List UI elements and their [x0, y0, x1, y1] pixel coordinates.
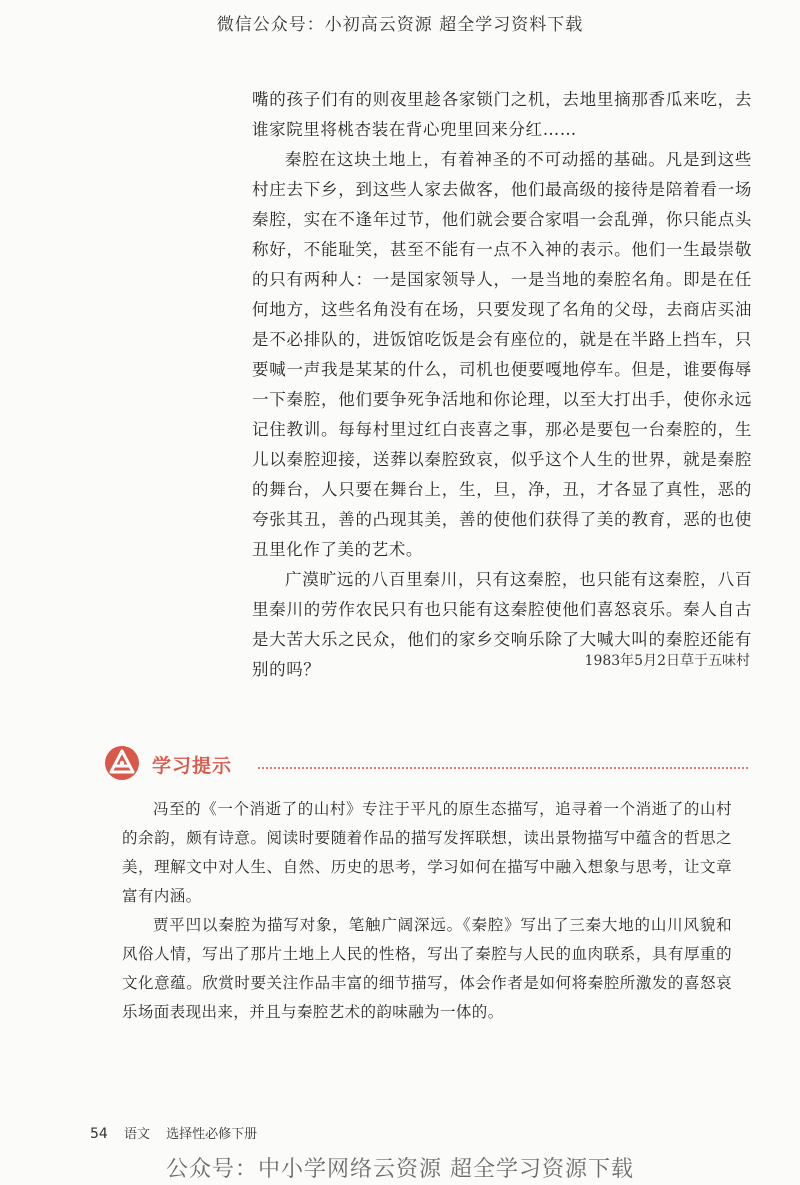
- dotted-divider: [258, 767, 748, 769]
- top-watermark: 微信公众号：小初高云资源 超全学习资料下载: [216, 15, 584, 35]
- study-tips-header: [104, 743, 754, 787]
- footer-subject: 语文: [123, 1127, 150, 1142]
- article-body: [252, 85, 752, 685]
- footer-book: 选择性必修下册: [166, 1127, 258, 1142]
- study-tips-paragraph: 贾平凹以秦腔为描写对象，笔触广阔深远。《秦腔》写出了三秦大地的山川风貌和风俗人情，写出了那片土地上人民的性格，写出了秦腔与人民的血肉联系，具有厚重的文化意蕴。欣赏时要关注作品丰富的细节描写，体会作者是如何将秦腔所激发的喜怒哀乐场面表现出来，并且与秦腔艺术的韵味融为一体的。: [122, 916, 732, 1021]
- article-paragraph: 广漠旷远的八百里秦川，只有这秦腔，也只能有这秦腔，八百里秦川的劳作农民只有也只能有这秦腔使他们喜怒哀乐。秦人自古是大苦大乐之民众，他们的家乡交响乐除了大喊大叫的秦腔还能有别的吗？: [252, 570, 752, 679]
- page-footer: [90, 1123, 257, 1142]
- article-paragraph: 嘴的孩子们有的则夜里趁各家锁门之机，去地里摘那香瓜来吃，去谁家院里将桃杏装在背心兜里回来分红……: [252, 90, 752, 139]
- study-tips-paragraph: 冯至的《一个消逝了的山村》专注于平凡的原生态描写，追寻着一个消逝了的山村的余韵，颇有诗意。阅读时要随着作品的描写发挥联想，读出景物描写中蕴含的哲思之美，理解文中对人生、自然、历史的思考，学习如何在描写中融入想象与思考，让文章富有内涵。: [122, 800, 732, 905]
- study-tips-title: 学习提示: [152, 755, 233, 777]
- study-tips-body: [122, 795, 732, 1027]
- article-paragraph: 秦腔在这块土地上，有着神圣的不可动摇的基础。凡是到这些村庄去下乡，到这些人家去做客，他们最高级的接待是陪着看一场秦腔，实在不逢年过节，他们就会要合家唱一会乱弹，你只能点头称好，不能耻笑，甚至不能有一点不入神的表示。他们一生最崇敬的只有两种人：一是国家领导人，一是当地的秦腔名角。即是在任何地方，这些名角没有在场，只要发现了名角的父母，去商店买油是不必排队的，进饭馆吃饭是会有座位的，就是在半路上挡车，只要喊一声我是某某的什么，司机也便要嘎地停车。但是，谁要侮辱一下秦腔，他们要争死争活地和你论理，以至大打出手，使你永远记住教训。每每村里过红白丧喜之事，那必是要包一台秦腔的，生儿以秦腔迎接，送葬以秦腔致哀，似乎这个人生的世界，就是秦腔的舞台，人只要在舞台上，生，旦，净，丑，才各显了真性，恶的夸张其丑，善的凸现其美，善的使他们获得了美的教育，恶的也使丑里化作了美的艺术。: [252, 150, 752, 559]
- page-number: 54: [90, 1126, 108, 1142]
- bottom-watermark: 公众号：中小学网络云资源 超全学习资源下载: [166, 1157, 634, 1182]
- study-tips-logo-icon: [104, 745, 140, 781]
- date-signature: 1983年5月2日草于五味村: [584, 653, 750, 669]
